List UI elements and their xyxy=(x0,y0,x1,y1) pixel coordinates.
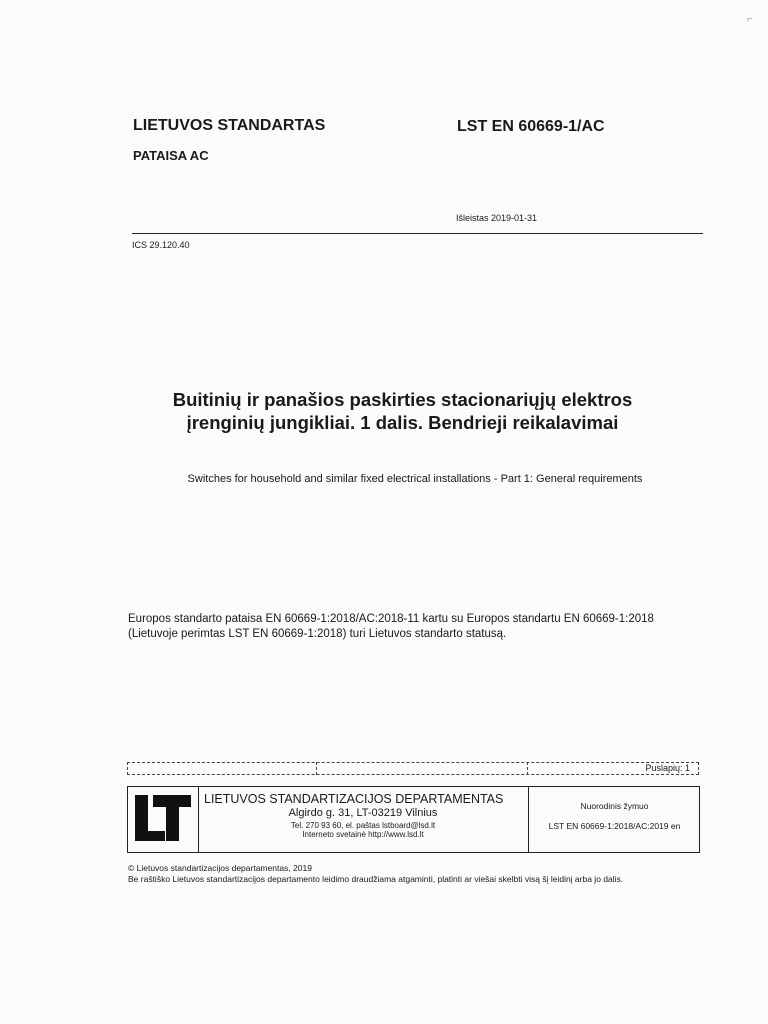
standard-code: LST EN 60669-1/AC xyxy=(457,118,605,135)
reference-cell xyxy=(528,787,700,852)
title-lt-line1: Buitinių ir panašios paskirties stacionariųjų elektros xyxy=(172,389,633,410)
copyright-line1: © Lietuvos standartizacijos departamentas, 2019 xyxy=(128,863,312,873)
department-address: Algirdo g. 31, LT-03219 Vilnius xyxy=(288,807,438,819)
status-note-line1: Europos standarto pataisa EN 60669-1:2018/AC:2018-11 kartu su Europos standartu EN 60669-1:2018 xyxy=(128,613,654,625)
pages-row-divider xyxy=(527,762,528,775)
title-lt-line2: įrenginių jungikliai. 1 dalis. Bendrieji reikalavimai xyxy=(186,412,619,433)
status-note xyxy=(128,612,708,642)
page-count: Puslapių: 1 xyxy=(645,763,690,773)
reference-label: Nuorodinis žymuo xyxy=(580,801,649,811)
copyright-line2: Be raštiško Lietuvos standartizacijos departamento leidimo draudžiama atgaminti, platinti ar viešai skelbti visą šį leidinį arba jo dalis. xyxy=(128,874,624,884)
lst-logo-icon xyxy=(128,787,199,852)
scan-mark-icon: ⌐ xyxy=(747,14,753,25)
reference-code: LST EN 60669-1:2018/AC:2019 en xyxy=(548,821,681,831)
pages-row xyxy=(127,762,699,775)
status-note-line2: (Lietuvoje perimtas LST EN 60669-1:2018) turi Lietuvos standarto statusą. xyxy=(128,628,507,640)
title-lithuanian xyxy=(120,388,685,434)
ics-code: ICS 29.120.40 xyxy=(132,240,190,250)
department-website: Interneto svetainė http://www.lsd.lt xyxy=(302,830,424,839)
header-divider xyxy=(132,233,703,234)
standard-name: LIETUVOS STANDARTAS xyxy=(133,117,326,134)
amendment-label: PATAISA AC xyxy=(133,148,209,163)
copyright-notice xyxy=(128,863,623,885)
pages-row-divider xyxy=(316,762,317,775)
department-box xyxy=(127,786,700,853)
department-contact: Tel. 270 93 60, el. paštas lstboard@lsd.lt xyxy=(290,821,436,830)
issue-date: Išleistas 2019-01-31 xyxy=(456,213,538,223)
department-name: LIETUVOS STANDARTIZACIJOS DEPARTAMENTAS xyxy=(204,792,504,806)
title-english: Switches for household and similar fixed electrical installations - Part 1: General requirements xyxy=(187,473,643,485)
